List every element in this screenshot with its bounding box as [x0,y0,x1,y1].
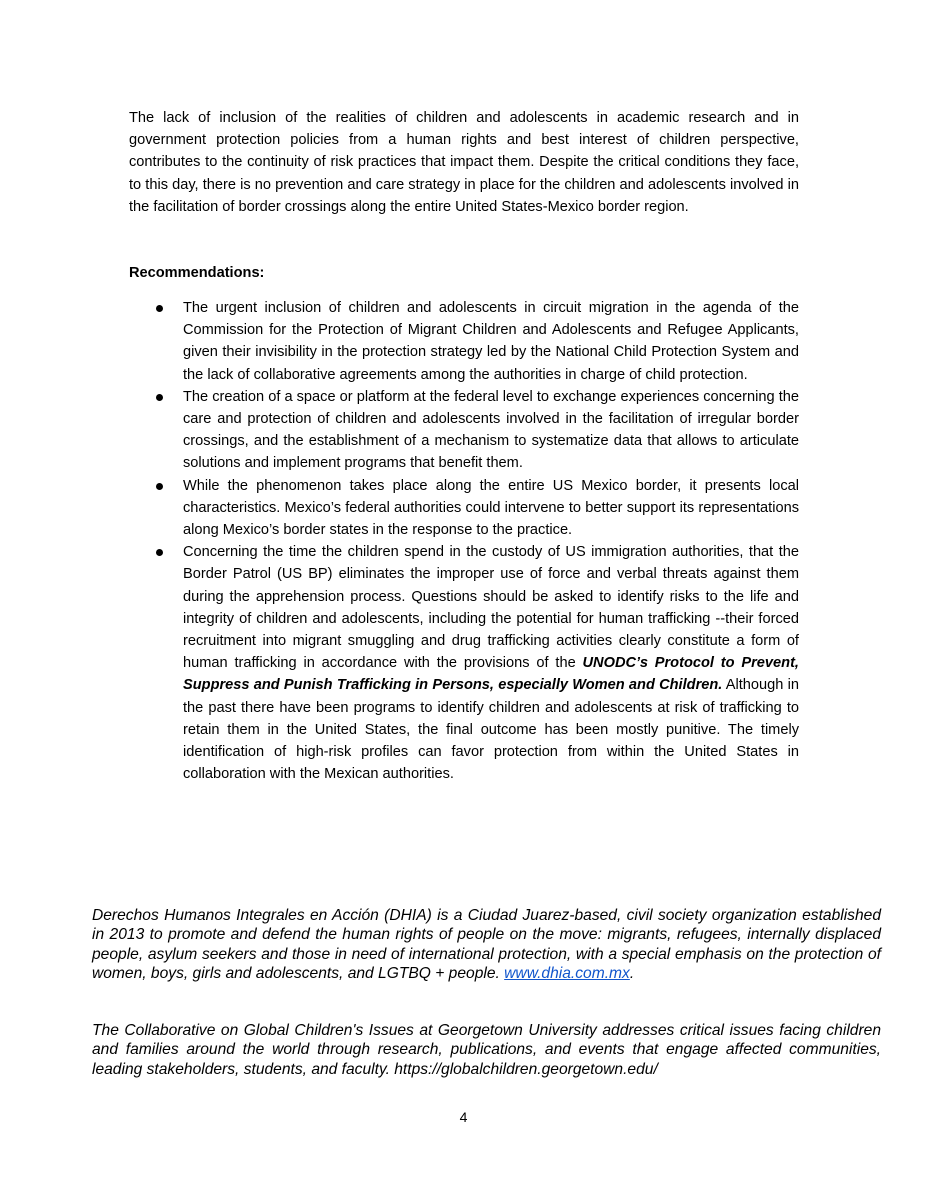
dhia-text: Derechos Humanos Integrales en Acción (DHIA) is a Ciudad Juarez-based, civil society organization established in 2013 to promote and defend the human rights of people on the move: migrants, refugees, internally displaced people, asylum seekers and those in need of international protection, with a special emphasis on the protection of women, boys, girls and adolescents, and LGTBQ + people. [92,907,881,983]
recommendation-item [129,297,799,386]
dhia-website-link[interactable]: www.dhia.com.mx [504,965,630,983]
dhia-description [92,906,881,984]
bullet-icon [156,549,163,556]
unodc-protocol-emphasis: UNODC’s Protocol to Prevent, Suppress and Punish Trafficking in Persons, especially Women and Children. [183,655,799,694]
recommendations-list [129,297,799,785]
recommendation-item [129,475,799,542]
recommendation-text-start: Concerning the time the children spend in the custody of US immigration authorities, that the Border Patrol (US BP) eliminates the improper use of force and verbal threats against them during the apprehension process. Questions should be asked to identify risks to the life and integrity of children and adolescents, including the potential for human trafficking --their forced recruitment into migrant smuggling and drug trafficking activities clearly constitute a form of human trafficking in accordance with the provisions of the [183,544,799,672]
recommendation-item [129,386,799,475]
recommendations-heading: Recommendations: [129,265,265,281]
intro-paragraph: The lack of inclusion of the realities of children and adolescents in academic research and in government protection policies from a human rights and best interest of children perspective, contributes to the continuity of risk practices that impact them. Despite the critical conditions they face, to this day, there is no prevention and care strategy in place for the children and adolescents involved in the facilitation of border crossings along the entire United States-Mexico border region. [129,110,799,215]
dhia-period: . [629,965,635,983]
bullet-icon [156,394,163,401]
cgci-description: The Collaborative on Global Children's Issues at Georgetown University addresses critical issues facing children and families around the world through research, publications, and events that engage affected communities, leading stakeholders, students, and faculty. https://globalchildren.georgetown.edu/ [92,1022,881,1078]
bullet-icon [156,483,163,490]
page-number: 4 [459,1109,468,1125]
recommendation-text-end: Although in the past there have been programs to identify children and adolescents at risk of trafficking to retain them in the United States, the final outcome has been mostly punitive. The timely identification of high-risk profiles can favor protection from within the United States in collaboration with the Mexican authorities. [183,677,799,783]
recommendation-item [129,541,799,785]
bullet-icon [156,305,163,312]
recommendation-text: The urgent inclusion of children and adolescents in circuit migration in the agenda of the Commission for the Protection of Migrant Children and Adolescents and Refugee Applicants, given their invisibility in the protection strategy led by the National Child Protection System and the lack of collaborative agreements among the authorities in charge of child protection. [183,300,799,383]
recommendation-text: The creation of a space or platform at the federal level to exchange experiences concerning the care and protection of children and adolescents involved in the facilitation of irregular border crossings, and the establishment of a mechanism to systematize data that allows to articulate solutions and implement programs that benefit them. [183,388,799,472]
recommendation-text: While the phenomenon takes place along the entire US Mexico border, it presents local characteristics. Mexico’s federal authorities could intervene to better support its representations along Mexico’s border states in the response to the practice. [183,477,799,539]
